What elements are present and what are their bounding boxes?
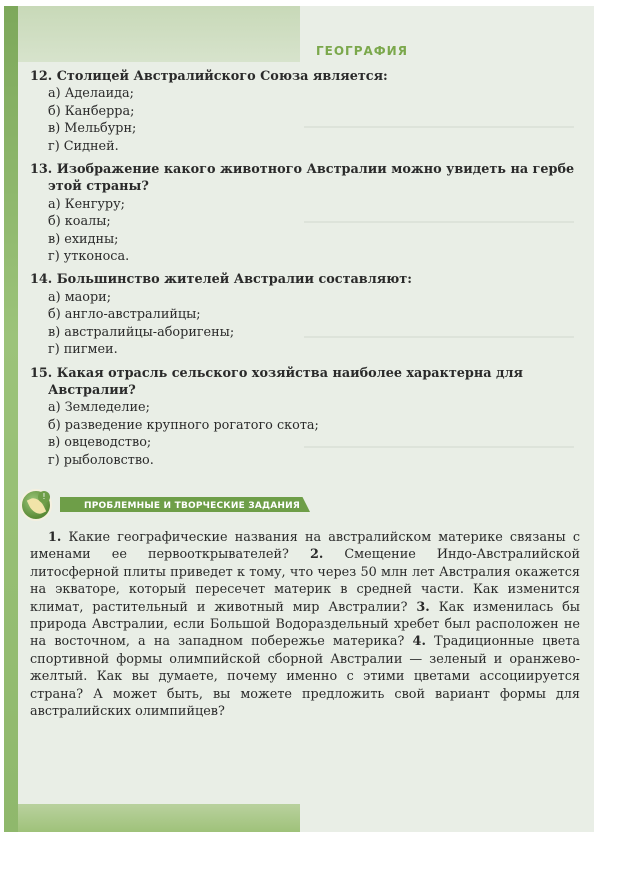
answer-option: а) маори; [48, 289, 112, 305]
question-heading [30, 68, 580, 85]
textbook-page [4, 6, 594, 832]
answer-option: в) овцеводство; [48, 435, 152, 451]
question-heading [30, 161, 580, 196]
answer-option: б) разведение крупного рогатого скота; [48, 417, 319, 433]
question-14 [30, 271, 580, 358]
left-green-strip [4, 6, 18, 832]
answer-option: г) утконоса. [48, 249, 130, 265]
question-text: Какая отрасль сельского хозяйства наиболее характерна для Австралии? [48, 365, 523, 398]
task-number: 1. [48, 529, 62, 545]
answer-option: б) Канберра; [48, 103, 135, 119]
bottom-decorative-band [18, 804, 300, 832]
question-number: 13. [30, 162, 53, 178]
question-heading [30, 365, 580, 400]
question-heading [30, 271, 580, 288]
task-number: 3. [416, 599, 430, 615]
question-number: 15. [30, 365, 53, 381]
task-text: Традиционные цвета спортивной формы олимпийской сборной Австралии — зеленый и оранжево-желтый. Как вы думаете, почему именно с этими цветами ассоциируется страна? А может быть, вы можете предложить свой вариант формы для австралийских олимпийцев? [30, 634, 581, 719]
answer-option: в) ехидны; [48, 231, 119, 247]
task-text: Какие географические названия на австралийском материке связаны с именами ее первооткрывателей? [30, 529, 580, 563]
running-header: ГЕОГРАФИЯ [316, 44, 408, 58]
answer-option: а) Аделаида; [48, 86, 134, 102]
badge-number: ! [38, 491, 50, 503]
question-15 [30, 365, 580, 469]
question-text: Столицей Австралийского Союза является: [56, 69, 388, 84]
task-text: Смещение Индо-Австралийской литосферной плиты приведет к тому, что через 50 млн лет Австралия окажется на экваторе, который пересечет материк в средней части. Как изменится климат, растительный и животный мир Австралии? [30, 547, 580, 615]
question-text: Изображение какого животного Австралии можно увидеть на гербе этой страны? [48, 162, 575, 195]
page-content [30, 68, 580, 720]
answer-option: в) Мельбурн; [48, 121, 137, 137]
section-title: ПРОБЛЕМНЫЕ И ТВОРЧЕСКИЕ ЗАДАНИЯ [84, 500, 300, 511]
answer-option: б) коалы; [48, 214, 111, 230]
answer-option: а) Земледелие; [48, 400, 150, 416]
question-12 [30, 68, 580, 155]
question-text: Большинство жителей Австралии составляют: [56, 272, 412, 288]
question-13 [30, 161, 580, 265]
task-number: 2. [309, 547, 324, 563]
answer-option: а) Кенгуру; [48, 196, 125, 212]
answer-option: г) Сидней. [48, 138, 119, 154]
answer-option: г) рыболовство. [48, 452, 154, 468]
task-text: Как изменилась бы природа Австралии, если Большой Водораздельный хребет был расположен не на восточном, а на западном побережье материка? [30, 599, 580, 650]
answer-option: г) пигмеи. [48, 342, 118, 358]
answer-option: б) англо-австралийцы; [48, 307, 201, 323]
tasks-paragraph [30, 529, 580, 720]
top-decorative-band [18, 6, 300, 62]
section-banner [4, 485, 580, 515]
question-number: 14. [30, 272, 53, 288]
answer-option: в) австралийцы-аборигены; [48, 324, 235, 340]
question-number: 12. [30, 69, 53, 84]
task-number: 4. [412, 634, 426, 650]
